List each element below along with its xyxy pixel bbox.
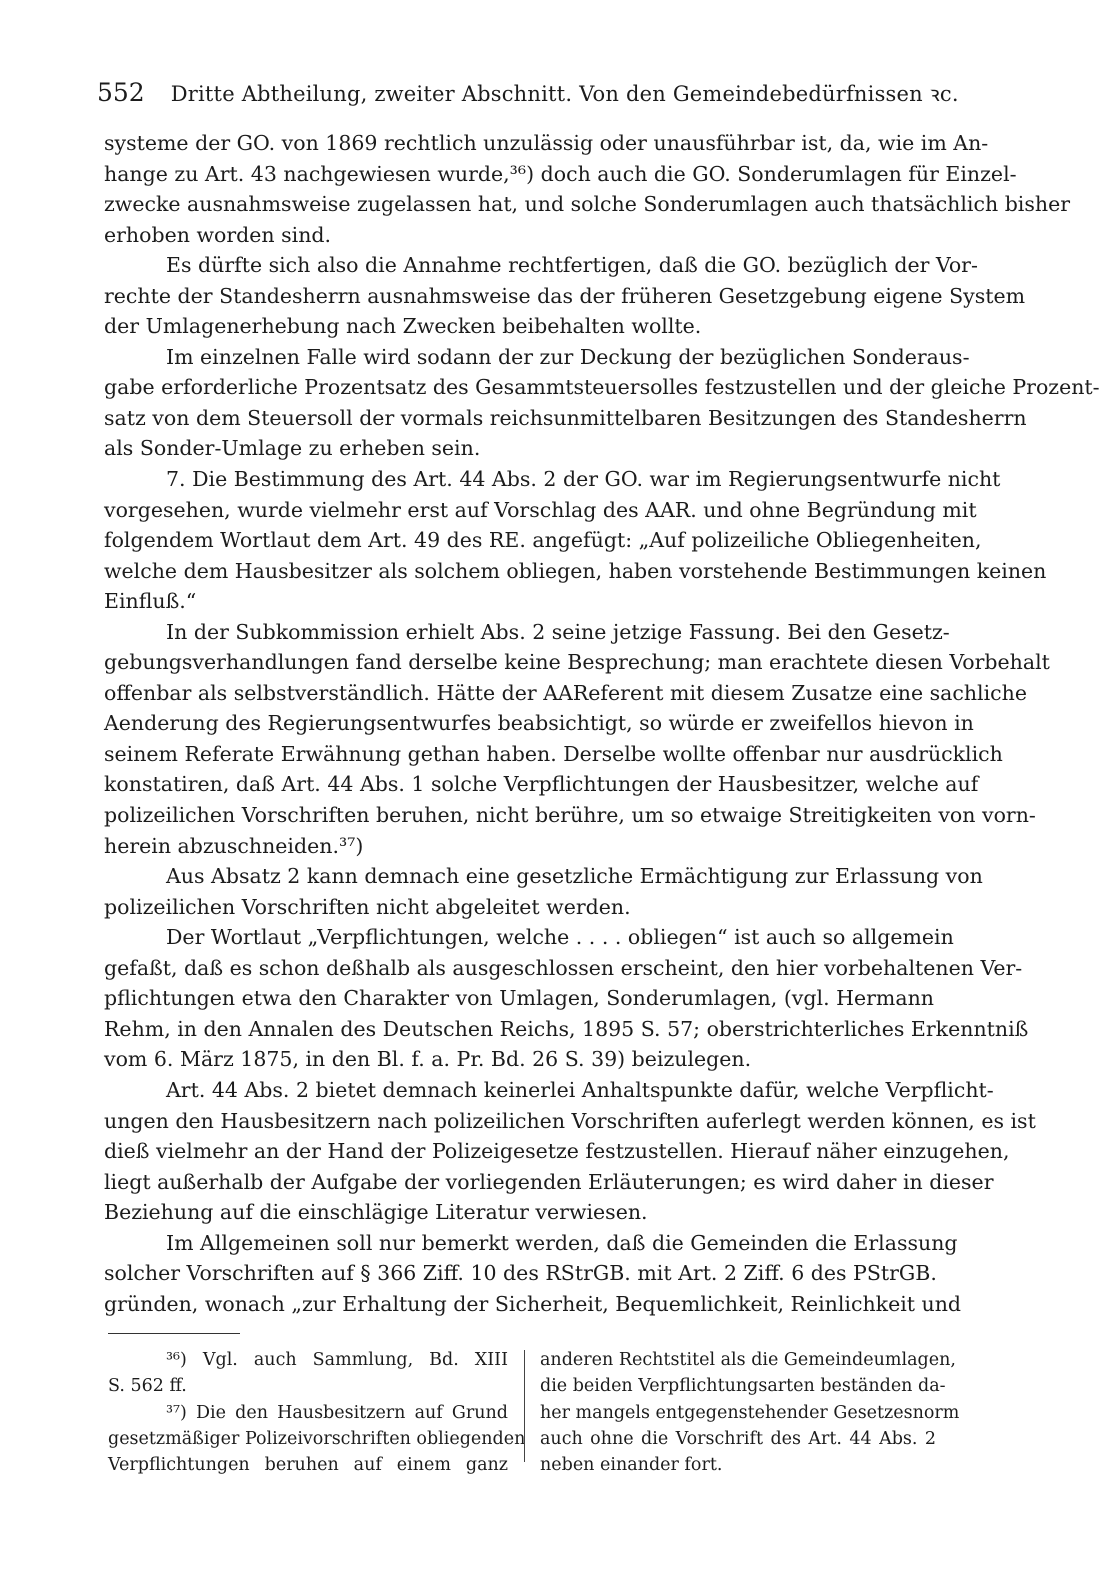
page-number: 552 [97,78,145,107]
footnote-line: ³⁶) Vgl. auch Sammlung, Bd. XIII [166,1350,508,1370]
running-head [97,78,959,112]
text-line: Der Wortlaut „Verpflichtungen, welche . . . . obliegen“ ist auch so allgemein [166,925,954,950]
text-line: rechte der Standesherrn ausnahmsweise das der früheren Gesetzgebung eigene System [104,283,1026,308]
text-line: der Umlagenerhebung nach Zwecken beibehalten wollte. [104,314,702,339]
footnote-line: die beiden Verpflichtungsarten beständen da- [540,1376,946,1397]
text-line: vom 6. März 1875, in den Bl. f. a. Pr. Bd. 26 S. 39) beizulegen. [104,1047,752,1072]
footnote-line: her mangels entgegenstehender Gesetzesnorm [540,1402,960,1423]
text-line: Aus Absatz 2 kann demnach eine gesetzliche Ermächtigung zur Erlassung von [166,864,983,889]
footnote-line: anderen Rechtstitel als die Gemeindeumlagen, [540,1350,956,1370]
text-line: Es dürfte sich also die Annahme rechtfertigen, daß die GO. bezüglich der Vor- [166,253,978,278]
footnote-line: gesetzmäßiger Polizeivorschriften obliegenden [108,1428,526,1449]
running-title: Dritte Abtheilung, zweiter Abschnitt. Von den Gemeindebedürfnissen ꝛc. [170,82,959,106]
footnote-line: neben einander fort. [540,1455,723,1476]
text-line: seinem Referate Erwähnung gethan haben. Derselbe wollte offenbar nur ausdrücklich [104,741,1003,766]
body-text [104,128,1100,1319]
text-line: zwecke ausnahmsweise zugelassen hat, und solche Sonderumlagen auch thatsächlich bisher [104,192,1071,217]
text-line: dieß vielmehr an der Hand der Polizeigesetze festzustellen. Hierauf näher einzugehen, [104,1139,1010,1164]
text-line: gabe erforderliche Prozentsatz des Gesammtsteuersolles festzustellen und der gleiche Prozent- [104,375,1100,400]
text-line: welche dem Hausbesitzer als solchem obliegen, haben vorstehende Bestimmungen keinen [104,558,1047,583]
text-line: hange zu Art. 43 nachgewiesen wurde,³⁶) doch auch die GO. Sonderumlagen für Einzel- [104,161,1017,186]
text-line: Rehm, in den Annalen des Deutschen Reichs, 1895 S. 57; oberstrichterliches Erkenntniß [104,1016,1029,1041]
text-line: erhoben worden sind. [104,222,332,247]
footnote-line: ³⁷) Die den Hausbesitzern auf Grund [166,1402,508,1423]
text-line: polizeilichen Vorschriften nicht abgeleitet werden. [104,894,631,919]
text-line: 7. Die Bestimmung des Art. 44 Abs. 2 der GO. war im Regierungsentwurfe nicht [166,467,1001,492]
text-line: herein abzuschneiden.³⁷) [104,833,364,858]
footnote-line: Verpflichtungen beruhen auf einem ganz [108,1455,508,1476]
footnotes-right-column [540,1347,960,1478]
text-line: solcher Vorschriften auf § 366 Ziff. 10 des RStrGB. mit Art. 2 Ziff. 6 des PStrGB. [104,1261,937,1286]
text-line: vorgesehen, wurde vielmehr erst auf Vorschlag des AAR. und ohne Begründung mit [104,497,977,522]
text-line: In der Subkommission erhielt Abs. 2 seine jetzige Fassung. Bei den Gesetz- [166,619,950,644]
footnote-line: S. 562 ff. [108,1376,187,1397]
text-line: gefaßt, daß es schon deßhalb als ausgeschlossen erscheint, den hier vorbehaltenen Ver- [104,955,1023,980]
text-line: pflichtungen etwa den Charakter von Umlagen, Sonderumlagen, (vgl. Hermann [104,986,934,1011]
text-line: Art. 44 Abs. 2 bietet demnach keinerlei Anhaltspunkte dafür, welche Verpflicht- [166,1077,994,1102]
text-line: offenbar als selbstverständlich. Hätte der AAReferent mit diesem Zusatze eine sachliche [104,680,1027,705]
text-line: gebungsverhandlungen fand derselbe keine Besprechung; man erachtete diesen Vorbehalt [104,650,1050,675]
text-line: Im einzelnen Falle wird sodann der zur Deckung der bezüglichen Sonderaus- [166,344,970,369]
footnote-separator [108,1333,240,1334]
text-line: Im Allgemeinen soll nur bemerkt werden, daß die Gemeinden die Erlassung [166,1230,958,1255]
footnote-column-divider [524,1350,525,1462]
text-line: als Sonder-Umlage zu erheben sein. [104,436,481,461]
text-line: liegt außerhalb der Aufgabe der vorliegenden Erläuterungen; es wird daher in dieser [104,1169,994,1194]
text-line: Aenderung des Regierungsentwurfes beabsichtigt, so würde er zweifellos hievon in [104,711,974,736]
text-line: satz von dem Steuersoll der vormals reichsunmittelbaren Besitzungen des Standesherrn [104,405,1027,430]
footnotes-left-column [108,1347,526,1478]
text-line: ungen den Hausbesitzern nach polizeilichen Vorschriften auferlegt werden können, es ist [104,1108,1036,1133]
footnote-line: auch ohne die Vorschrift des Art. 44 Abs. 2 [540,1428,936,1449]
text-line: polizeilichen Vorschriften beruhen, nicht berühre, um so etwaige Streitigkeiten von vorn- [104,803,1036,828]
text-line: konstatiren, daß Art. 44 Abs. 1 solche Verpflichtungen der Hausbesitzer, welche auf [104,772,979,797]
text-line: Beziehung auf die einschlägige Literatur verwiesen. [104,1200,648,1225]
text-line: folgendem Wortlaut dem Art. 49 des RE. angefügt: „Auf polizeiliche Obliegenheiten, [104,528,982,553]
text-line: Einfluß.“ [104,589,197,614]
text-line: gründen, wonach „zur Erhaltung der Sicherheit, Bequemlichkeit, Reinlichkeit und [104,1291,962,1316]
text-line: systeme der GO. von 1869 rechtlich unzulässig oder unausführbar ist, da, wie im An- [104,131,989,155]
